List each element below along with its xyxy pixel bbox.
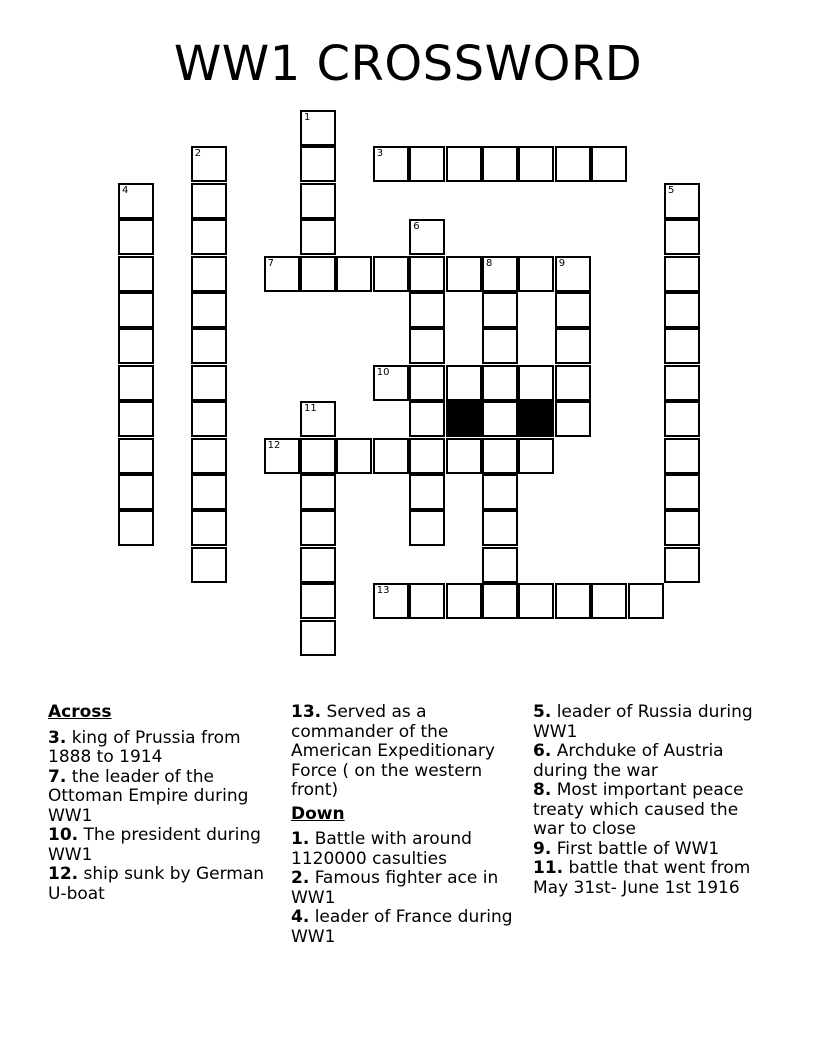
clue-across-7: [48, 768, 278, 827]
grid-cell[interactable]: [555, 292, 591, 328]
grid-cell[interactable]: [555, 146, 591, 182]
clue-number-label: 3: [376, 148, 384, 160]
grid-cell[interactable]: [409, 328, 445, 364]
grid-cell[interactable]: [118, 183, 154, 219]
grid-cell[interactable]: [664, 219, 700, 255]
grid-cell[interactable]: [664, 292, 700, 328]
clue-text: The president during WW1: [48, 825, 261, 865]
grid-cell[interactable]: [373, 438, 409, 474]
grid-cell[interactable]: [300, 438, 336, 474]
clue-number: 9.: [533, 838, 552, 859]
clue-text: leader of Russia during WW1: [533, 702, 753, 742]
grid-cell[interactable]: [264, 256, 300, 292]
grid-cell[interactable]: [300, 510, 336, 546]
clue-number-label: 12: [267, 439, 281, 451]
grid-cell[interactable]: [664, 328, 700, 364]
grid-cell[interactable]: [191, 183, 227, 219]
grid-cell[interactable]: [118, 438, 154, 474]
clue-number: 4.: [291, 907, 310, 927]
grid-cell[interactable]: [518, 146, 554, 182]
grid-cell[interactable]: [191, 292, 227, 328]
page-title: WW1 CROSSWORD: [173, 36, 643, 92]
clue-number-label: 7: [267, 257, 274, 269]
grid-cell[interactable]: [518, 583, 554, 619]
grid-cell[interactable]: [482, 547, 518, 583]
clue-text: ship sunk by German U-boat: [48, 864, 265, 904]
grid-cell[interactable]: [482, 474, 518, 510]
grid-cell[interactable]: [191, 146, 227, 182]
grid-cell[interactable]: [664, 401, 700, 437]
clue-number: 1.: [291, 829, 310, 849]
grid-cell[interactable]: [664, 438, 700, 474]
grid-cell[interactable]: [191, 401, 227, 437]
grid-cell[interactable]: [118, 256, 154, 292]
blocked-cell: [446, 401, 482, 437]
clue-number: 10.: [48, 825, 79, 845]
grid-cell[interactable]: [664, 510, 700, 546]
clue-text: king of Prussia from 1888 to 1914: [48, 727, 241, 767]
blocked-cell: [518, 401, 554, 437]
grid-cell[interactable]: [409, 256, 445, 292]
grid-cell[interactable]: [191, 510, 227, 546]
clue-text: leader of France during WW1: [291, 907, 513, 947]
clues-column-2: [291, 703, 516, 947]
grid-cell[interactable]: [409, 219, 445, 255]
clue-number-label: 9: [558, 257, 566, 269]
grid-cell[interactable]: [555, 328, 591, 364]
grid-cell[interactable]: [482, 292, 518, 328]
grid-cell[interactable]: [191, 438, 227, 474]
grid-cell[interactable]: [446, 365, 482, 401]
grid-cell[interactable]: [409, 583, 445, 619]
grid-cell[interactable]: [118, 474, 154, 510]
clue-text: Archduke of Austria during the war: [533, 741, 724, 781]
down-heading: Down: [291, 803, 345, 824]
grid-cell[interactable]: [191, 474, 227, 510]
grid-cell[interactable]: [373, 583, 409, 619]
grid-cell[interactable]: [118, 328, 154, 364]
grid-cell[interactable]: [482, 256, 518, 292]
grid-cell[interactable]: [446, 438, 482, 474]
grid-cell[interactable]: [664, 365, 700, 401]
clue-number: 12.: [48, 864, 79, 884]
clues-column-1: [48, 703, 278, 904]
grid-cell[interactable]: [118, 219, 154, 255]
clue-number-label: 10: [376, 366, 390, 378]
grid-cell[interactable]: [118, 365, 154, 401]
clue-number-label: 11: [304, 403, 317, 415]
grid-cell[interactable]: [482, 146, 518, 182]
clue-down-2: [291, 869, 516, 908]
grid-cell[interactable]: [518, 365, 554, 401]
grid-cell[interactable]: [191, 219, 227, 255]
grid-cell[interactable]: [664, 256, 700, 292]
grid-cell[interactable]: [373, 365, 409, 401]
grid-cell[interactable]: [555, 365, 591, 401]
clue-number: 11.: [533, 858, 564, 878]
grid-cell[interactable]: [300, 474, 336, 510]
clue-down-5: [533, 703, 763, 742]
grid-cell[interactable]: [664, 547, 700, 583]
clue-down-11: [533, 859, 763, 898]
clue-down-6: [533, 742, 763, 781]
grid-cell[interactable]: [664, 474, 700, 510]
grid-cell[interactable]: [300, 401, 336, 437]
grid-cell[interactable]: [336, 256, 372, 292]
grid-cell[interactable]: [118, 510, 154, 546]
clue-number: 13.: [291, 702, 322, 722]
clue-number: 2.: [291, 868, 310, 888]
clue-across-3: [48, 729, 278, 768]
grid-cell[interactable]: [446, 583, 482, 619]
grid-cell[interactable]: [664, 183, 700, 219]
clue-number-label: 4: [122, 184, 129, 196]
grid-cell[interactable]: [482, 365, 518, 401]
clue-number-label: 6: [413, 221, 420, 233]
grid-cell[interactable]: [118, 401, 154, 437]
grid-cell[interactable]: [409, 438, 445, 474]
grid-cell[interactable]: [482, 328, 518, 364]
grid-cell[interactable]: [300, 583, 336, 619]
clue-number-label: 2: [194, 148, 202, 160]
grid-cell[interactable]: [300, 547, 336, 583]
clue-across-12: [48, 865, 278, 904]
clue-text: First battle of WW1: [551, 838, 720, 859]
grid-cell[interactable]: [300, 256, 336, 292]
clue-text: Served as a commander of the American Expeditionary Force ( on the western front): [291, 702, 495, 800]
clue-number: 5.: [533, 702, 552, 722]
grid-cell[interactable]: [446, 256, 482, 292]
grid-cell[interactable]: [482, 401, 518, 437]
clue-down-8: [533, 781, 763, 840]
grid-cell[interactable]: [373, 146, 409, 182]
grid-cell[interactable]: [591, 583, 627, 619]
grid-cell[interactable]: [518, 256, 554, 292]
grid-cell[interactable]: [628, 583, 664, 619]
grid-cell[interactable]: [191, 547, 227, 583]
clue-down-1: [291, 830, 516, 869]
grid-cell[interactable]: [300, 183, 336, 219]
clue-text: Most important peace treaty which caused the war to close: [533, 780, 744, 839]
clue-across-13: [291, 703, 516, 801]
clue-number-label: 1: [304, 112, 311, 123]
clue-text: Battle with around 1120000 casulties: [291, 829, 472, 869]
grid-cell[interactable]: [336, 438, 372, 474]
clue-number: 8.: [533, 780, 552, 800]
grid-cell[interactable]: [264, 438, 300, 474]
clue-across-10: [48, 826, 278, 865]
grid-cell[interactable]: [300, 620, 336, 656]
grid-cell[interactable]: [373, 256, 409, 292]
grid-cell[interactable]: [555, 583, 591, 619]
across-heading: Across: [48, 702, 112, 722]
grid-cell[interactable]: [409, 365, 445, 401]
clue-down-9: [533, 840, 763, 860]
clue-down-4: [291, 908, 516, 947]
clues-column-3: [533, 703, 763, 898]
grid-cell[interactable]: [518, 438, 554, 474]
grid-cell[interactable]: [591, 146, 627, 182]
clue-number-label: 8: [486, 257, 493, 269]
clue-text: Famous fighter ace in WW1: [291, 868, 499, 908]
grid-cell[interactable]: [409, 292, 445, 328]
grid-cell[interactable]: [446, 146, 482, 182]
grid-cell[interactable]: [409, 401, 445, 437]
grid-cell[interactable]: [300, 110, 336, 146]
clue-text: battle that went from May 31st- June 1st 1916: [533, 858, 751, 898]
grid-cell[interactable]: [555, 401, 591, 437]
grid-cell[interactable]: [555, 256, 591, 292]
grid-cell[interactable]: [191, 328, 227, 364]
clue-number: 6.: [533, 741, 552, 761]
clue-number: 3.: [48, 727, 67, 748]
grid-cell[interactable]: [118, 292, 154, 328]
grid-cell[interactable]: [482, 438, 518, 474]
clue-number-label: 5: [668, 184, 675, 196]
grid-cell[interactable]: [409, 474, 445, 510]
grid-cell[interactable]: [191, 256, 227, 292]
clue-number: 7.: [48, 766, 67, 787]
clue-text: the leader of the Ottoman Empire during WW1: [48, 766, 249, 826]
grid-cell[interactable]: [482, 583, 518, 619]
grid-cell[interactable]: [191, 365, 227, 401]
grid-cell[interactable]: [409, 510, 445, 546]
grid-cell[interactable]: [482, 510, 518, 546]
grid-cell[interactable]: [300, 146, 336, 182]
grid-cell[interactable]: [300, 219, 336, 255]
clue-number-label: 13: [376, 585, 390, 597]
grid-cell[interactable]: [409, 146, 445, 182]
